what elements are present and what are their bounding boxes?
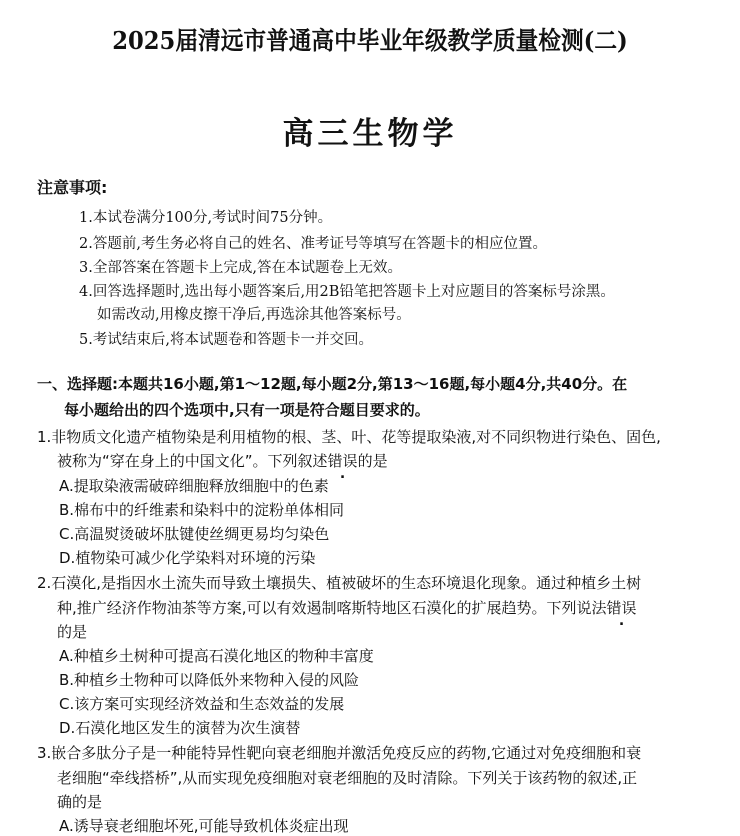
q3-stem-line-2: 老细胞“牵线搭桥”,从而实现免疫细胞对衰老细胞的及时清除。下列关于该药物的叙述,正 (57, 769, 638, 787)
q1-option-d: D.植物染可减少化学染料对环境的污染 (59, 549, 316, 567)
q2-emphasis: 错误 (606, 599, 637, 617)
notice-item-4-cont: 如需改动,用橡皮擦干净后,再选涂其他答案标号。 (97, 307, 411, 323)
q1-option-c: C.高温熨烫破坏肽键使丝绸更易均匀染色 (59, 525, 330, 543)
notice-item-2: 2.答题前,考生务必将自己的姓名、准考证号等填写在答题卡的相应位置。 (79, 236, 547, 252)
q3-stem-line-1: 3.嵌合多肽分子是一种能特异性靶向衰老细胞并激活免疫反应的药物,它通过对免疫细胞和衰 (37, 744, 642, 762)
q2-option-c: C.该方案可实现经济效益和生态效益的发展 (59, 695, 345, 713)
notice-item-4: 4.回答选择题时,选出每小题答案后,用2B铅笔把答题卡上对应题目的答案标号涂黑。 (79, 284, 615, 300)
q2-option-b: B.种植乡土物种可以降低外来物种入侵的风险 (59, 671, 360, 689)
notice-item-3: 3.全部答案在答题卡上完成,答在本试题卷上无效。 (79, 260, 402, 276)
exam-title: 2025届清远市普通高中毕业年级教学质量检测(二) (112, 26, 628, 55)
q2-stem-line-1: 2.石漠化,是指因水土流失而导致土壤损失、植被破坏的生态环境退化现象。通过种植乡土树 (37, 574, 642, 592)
q2-option-d: D.石漠化地区发生的演替为次生演替 (59, 719, 301, 737)
q3-stem-line-3: 确的是 (57, 793, 103, 811)
q2-stem-line-3: 的是 (57, 623, 88, 641)
notice-item-5: 5.考试结束后,将本试题卷和答题卡一并交回。 (79, 332, 373, 348)
q1-stem-line-2: 被称为“穿在身上的中国文化”。下列叙述错误的是 (57, 452, 388, 470)
q1-option-b: B.棉布中的纤维素和染料中的淀粉单体相同 (59, 501, 345, 519)
notice-item-1: 1.本试卷满分100分,考试时间75分钟。 (79, 210, 333, 226)
q2-stem-line-2: 种,推广经济作物油茶等方案,可以有效遏制喀斯特地区石漠化的扩展趋势。下列说法错误 (57, 599, 637, 617)
subject-title: 高三生物学 (282, 116, 458, 152)
section-heading: 一、选择题:本题共16小题,第1～12题,每小题2分,第13～16题,每小题4分,共40分。在 (37, 375, 628, 393)
notice-heading: 注意事项: (37, 178, 108, 197)
q2-option-a: A.种植乡土树种可提高石漠化地区的物种丰富度 (59, 647, 374, 665)
q3-option-a: A.诱导衰老细胞坏死,可能导致机体炎症出现 (59, 817, 349, 835)
q1-emphasis: 错误 (327, 452, 358, 470)
section-heading-cont: 每小题给出的四个选项中,只有一项是符合题目要求的。 (64, 401, 430, 419)
q1-stem-line-1: 1.非物质文化遗产植物染是利用植物的根、茎、叶、花等提取染液,对不同织物进行染色、固色, (37, 428, 661, 446)
q1-option-a: A.提取染液需破碎细胞释放细胞中的色素 (59, 477, 329, 495)
